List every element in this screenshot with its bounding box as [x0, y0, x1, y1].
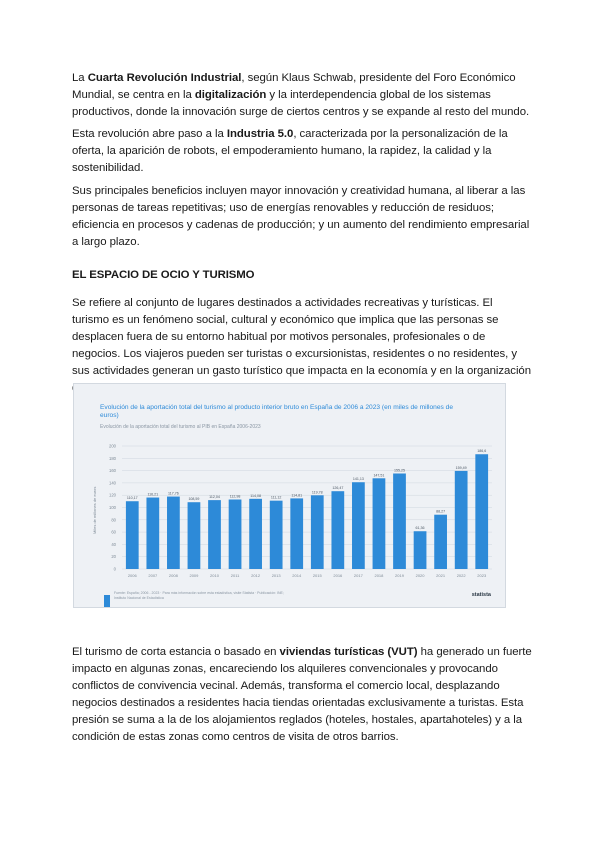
y-tick-label: 80: [111, 517, 116, 523]
bar: [352, 482, 365, 569]
bar-value-label: 114,08: [250, 493, 261, 498]
x-tick-label: 2014: [292, 573, 302, 578]
bold-term: Industria 5.0: [226, 128, 294, 140]
bar-value-label: 112,98: [229, 494, 241, 499]
bold-term: viviendas turísticas (VUT): [279, 646, 418, 658]
bar: [188, 502, 201, 569]
y-tick-label: 100: [109, 505, 116, 510]
x-tick-label: 2023: [477, 573, 487, 578]
bar: [475, 454, 488, 569]
x-tick-label: 2018: [374, 573, 384, 578]
x-tick-label: 2009: [189, 573, 199, 578]
chart-title: Evolución de la aportación total del turismo al producto interior bruto en España de 2006 a 2023 (en miles de millones de euros): [100, 404, 453, 420]
x-tick-label: 2011: [230, 573, 240, 578]
paragraph-tourism-definition: Se refiere al conjunto de lugares destinados a actividades recreativas y turísticas. El turismo es un fenómeno social, cultural y económico que implica que las personas se desplacen fuera de su entorno habitual por motivos personales, profesionales o de negocios. Los viajeros pueden ser turistas o excursionistas, residentes o no residentes, y sus actividades generan un gasto turístico que impacta en la economía y en la organización: [72, 297, 532, 377]
bar-value-label: 114,81: [291, 493, 303, 498]
bar: [290, 498, 303, 569]
x-tick-label: 2022: [456, 573, 466, 578]
text-run: , caracterizada por la personalización de la oferta, la aparición de robots, el empoderamiento humano, la rapidez, la calidad y la sostenibilidad.: [72, 128, 508, 174]
bar: [146, 498, 159, 569]
text-run: y la interdependencia global de los sistemas productivos, donde la innovación surge de ciertos centros y se expande al resto del mundo.: [72, 89, 530, 118]
y-tick-label: 140: [109, 480, 116, 486]
y-tick-label: 160: [109, 468, 116, 474]
y-tick-label: 180: [109, 455, 116, 461]
paragraph-fourth-industrial-revolution: [72, 70, 532, 121]
y-tick-label: 60: [111, 529, 116, 535]
paragraph-industry-5: [72, 126, 532, 177]
bar-value-label: 155,25: [394, 468, 405, 473]
text-run: , según Klaus Schwab, presidente del Foro Económico Mundial, se centra en la: [72, 72, 516, 101]
text-run: ha generado un fuerte impacto en algunas zonas, encareciendo los alquileres convencionales y provocando conflictos de convivencia vecinal. Además, transforma el comercio local, desplazando negocios destinados a residentes hacia tiendas orientadas exclusivamente a turistas. Esta presión se suma a la de los alojamientos reglados (hoteles, hostales, apartahoteles) y a la condición de estas zonas como centros de visita de otros barrios.: [72, 646, 532, 743]
x-tick-label: 2021: [436, 573, 446, 578]
bar-value-label: 88,27: [436, 509, 446, 514]
y-tick-label: 120: [109, 492, 116, 498]
section-heading: EL ESPACIO DE OCIO Y TURISMO: [72, 269, 255, 281]
bar: [414, 531, 427, 569]
bar: [229, 500, 242, 569]
x-tick-label: 2016: [333, 573, 343, 578]
bar-value-label: 111,12: [270, 495, 282, 500]
bar-value-label: 147,51: [373, 473, 385, 478]
bar-value-label: 126,47: [332, 486, 344, 491]
paragraph-benefits: Sus principales beneficios incluyen mayor innovación y creatividad humana, al liberar a las personas de tareas repetitivas; uso de energías renovables y reducción de residuos; eficiencia en procesos y cadenas de producción; y un aumento del rendimiento empresarial a largo plazo.: [72, 185, 530, 248]
y-tick-label: 200: [109, 443, 116, 449]
bold-term: Cuarta Revolución Industrial: [87, 72, 242, 84]
bar-value-label: 110,17: [126, 496, 138, 501]
bar-value-label: 112,04: [209, 495, 220, 500]
bar-value-label: 117,76: [168, 491, 179, 496]
bar: [434, 515, 447, 569]
bar-value-label: 61,36: [415, 526, 425, 531]
bar-value-label: 108,59: [188, 497, 200, 502]
bar-value-label: 119,78: [311, 490, 323, 495]
bar: [270, 501, 283, 569]
text-run: Esta revolución abre paso a la: [72, 128, 227, 140]
bar: [331, 491, 344, 569]
bar: [208, 500, 221, 569]
chart-plot: [74, 384, 506, 608]
text-run: La: [72, 72, 88, 84]
paragraph-vut: [72, 644, 532, 746]
x-tick-label: 2012: [251, 573, 261, 578]
bar: [126, 501, 139, 569]
bar: [167, 497, 180, 569]
bar-value-label: 186,6: [477, 449, 487, 454]
x-tick-label: 2007: [148, 573, 158, 578]
x-tick-label: 2015: [312, 573, 322, 578]
text-run: El turismo de corta estancia o basado en: [72, 646, 280, 658]
bar-value-label: 116,21: [147, 492, 159, 497]
bar: [311, 495, 324, 569]
chart-sources: Fuente: España; 2006 - 2023 · Para más información sobre esta estadística, visite Statista · Publicación: INE; Instituto Nacional de Estadística: [114, 591, 284, 600]
chart-y-axis-label: Miles de millones de euros: [92, 486, 97, 534]
bar: [393, 473, 406, 569]
bar: [249, 499, 262, 569]
y-tick-label: 0: [113, 566, 116, 572]
bar: [373, 478, 386, 569]
chart-footer-accent: [104, 595, 110, 607]
bar-value-label: 141,13: [352, 477, 364, 482]
x-tick-label: 2020: [415, 573, 425, 578]
bar-value-label: 159,49: [455, 465, 467, 470]
tourism-gdp-chart: [73, 383, 506, 608]
chart-subtitle: Evolución de la aportación total del turismo al PIB en España 2006-2023: [100, 424, 261, 430]
y-tick-label: 20: [111, 554, 116, 560]
x-tick-label: 2006: [127, 573, 137, 578]
bar: [455, 471, 468, 569]
x-tick-label: 2019: [395, 573, 404, 578]
x-tick-label: 2010: [210, 573, 219, 578]
x-tick-label: 2008: [168, 573, 178, 578]
statista-logo: statista: [471, 592, 491, 598]
x-tick-label: 2017: [353, 573, 363, 578]
y-tick-label: 40: [111, 541, 116, 547]
bold-term: digitalización: [194, 89, 267, 101]
x-tick-label: 2013: [271, 573, 281, 578]
